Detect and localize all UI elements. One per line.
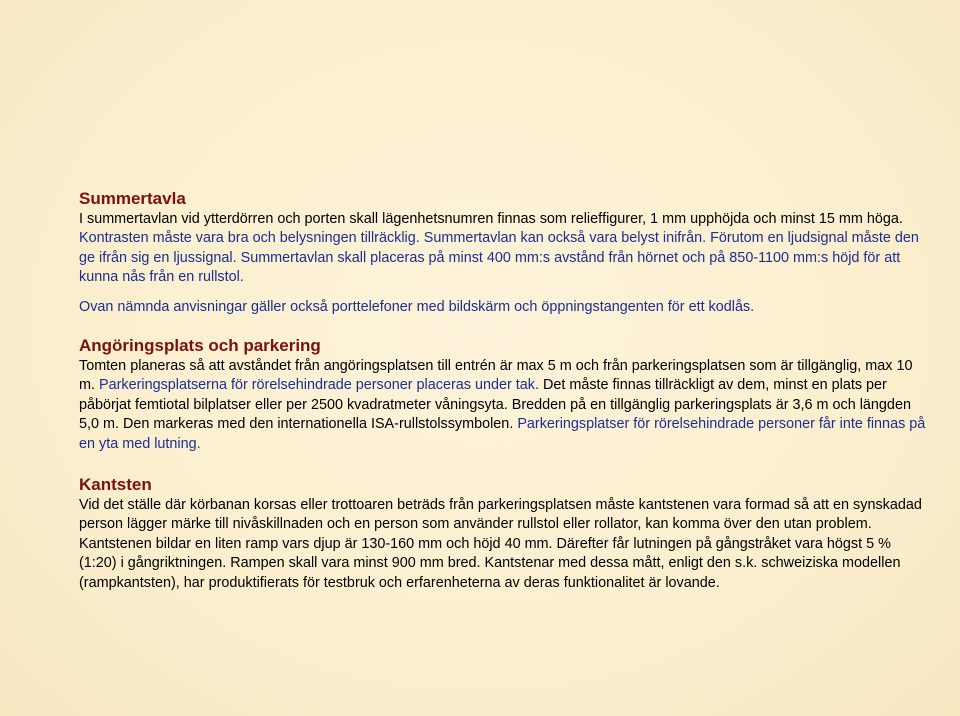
section-title-kantsten: Kantsten	[79, 475, 152, 495]
porttelefon-note: Ovan nämnda anvisningar gäller också porttelefoner med bildskärm och öppningstangenten för ett kodlås.	[79, 298, 755, 315]
angoringsplats-text-4: Parkeringsplatser för rörelsehindrade personer får inte finnas på en yta med lutning.	[79, 416, 926, 452]
summertavla-paragraph	[79, 210, 929, 288]
summertavla-text-1: I summertavlan vid ytterdörren och porten skall lägenhetsnumren finnas som reliefﬁgurer, 1 mm upphöjda och minst 15 mm höga.	[79, 211, 903, 227]
summertavla-text-3: Summertavlan skall placeras på minst 400 mm:s avstånd från hörnet och på 850-1100 mm:s höjd för att kunna nås från en rullstol.	[79, 249, 901, 286]
angoringsplats-paragraph	[79, 357, 929, 454]
summertavla-text-2: Kontrasten måste vara bra och belysningen tillräcklig. Summertavlan kan också vara belyst inifrån. Förutom en ljudsignal måste den ge ifrån sig en ljussignal.	[79, 230, 919, 266]
kantsten-paragraph: Vid det ställe där körbanan korsas eller trottoaren beträds från parkeringsplatsen måste kantstenen vara formad så att en synskadad person lägger märke till nivåskillnaden och en person som använder rullstol eller rollator, kan komma över den utan problem. Kantstenen bildar en liten ramp vars djup är 130-160 mm och höjd 40 mm. Därefter får lutningen på gångstråket vara högst 5 % (1:20) i gångriktningen. Rampen skall vara minst 900 mm bred. Kantstenar med dessa mått, enligt den s.k. schweiziska modellen (rampkantsten), har produktifierats för testbruk och erfarenheterna av deras funktionalitet är lovande.	[79, 497, 922, 591]
section-title-summertavla: Summertavla	[79, 189, 186, 208]
document-page	[79, 188, 929, 593]
section-title-angoringsplats: Angöringsplats och parkering	[79, 336, 321, 356]
angoringsplats-text-3: Det måste finnas tillräckligt av dem, minst en plats per påbörjat femtiotal bilplatser eller per 2500 kvadratmeter våningsyta. Bredden på en tillgänglig parkeringsplats är 3,6 m och längden 5,0 m. Den markeras med den internationella ISA-rullstolssymbolen.	[79, 377, 911, 433]
angoringsplats-text-1: Tomten planeras så att avståndet från angöringsplatsen till entrén är max 5 m och från parkeringsplatsen som är tillgänglig, max 10 m.	[79, 358, 913, 394]
angoringsplats-text-2: Parkeringsplatserna för rörelsehindrade personer placeras under tak.	[98, 377, 543, 394]
